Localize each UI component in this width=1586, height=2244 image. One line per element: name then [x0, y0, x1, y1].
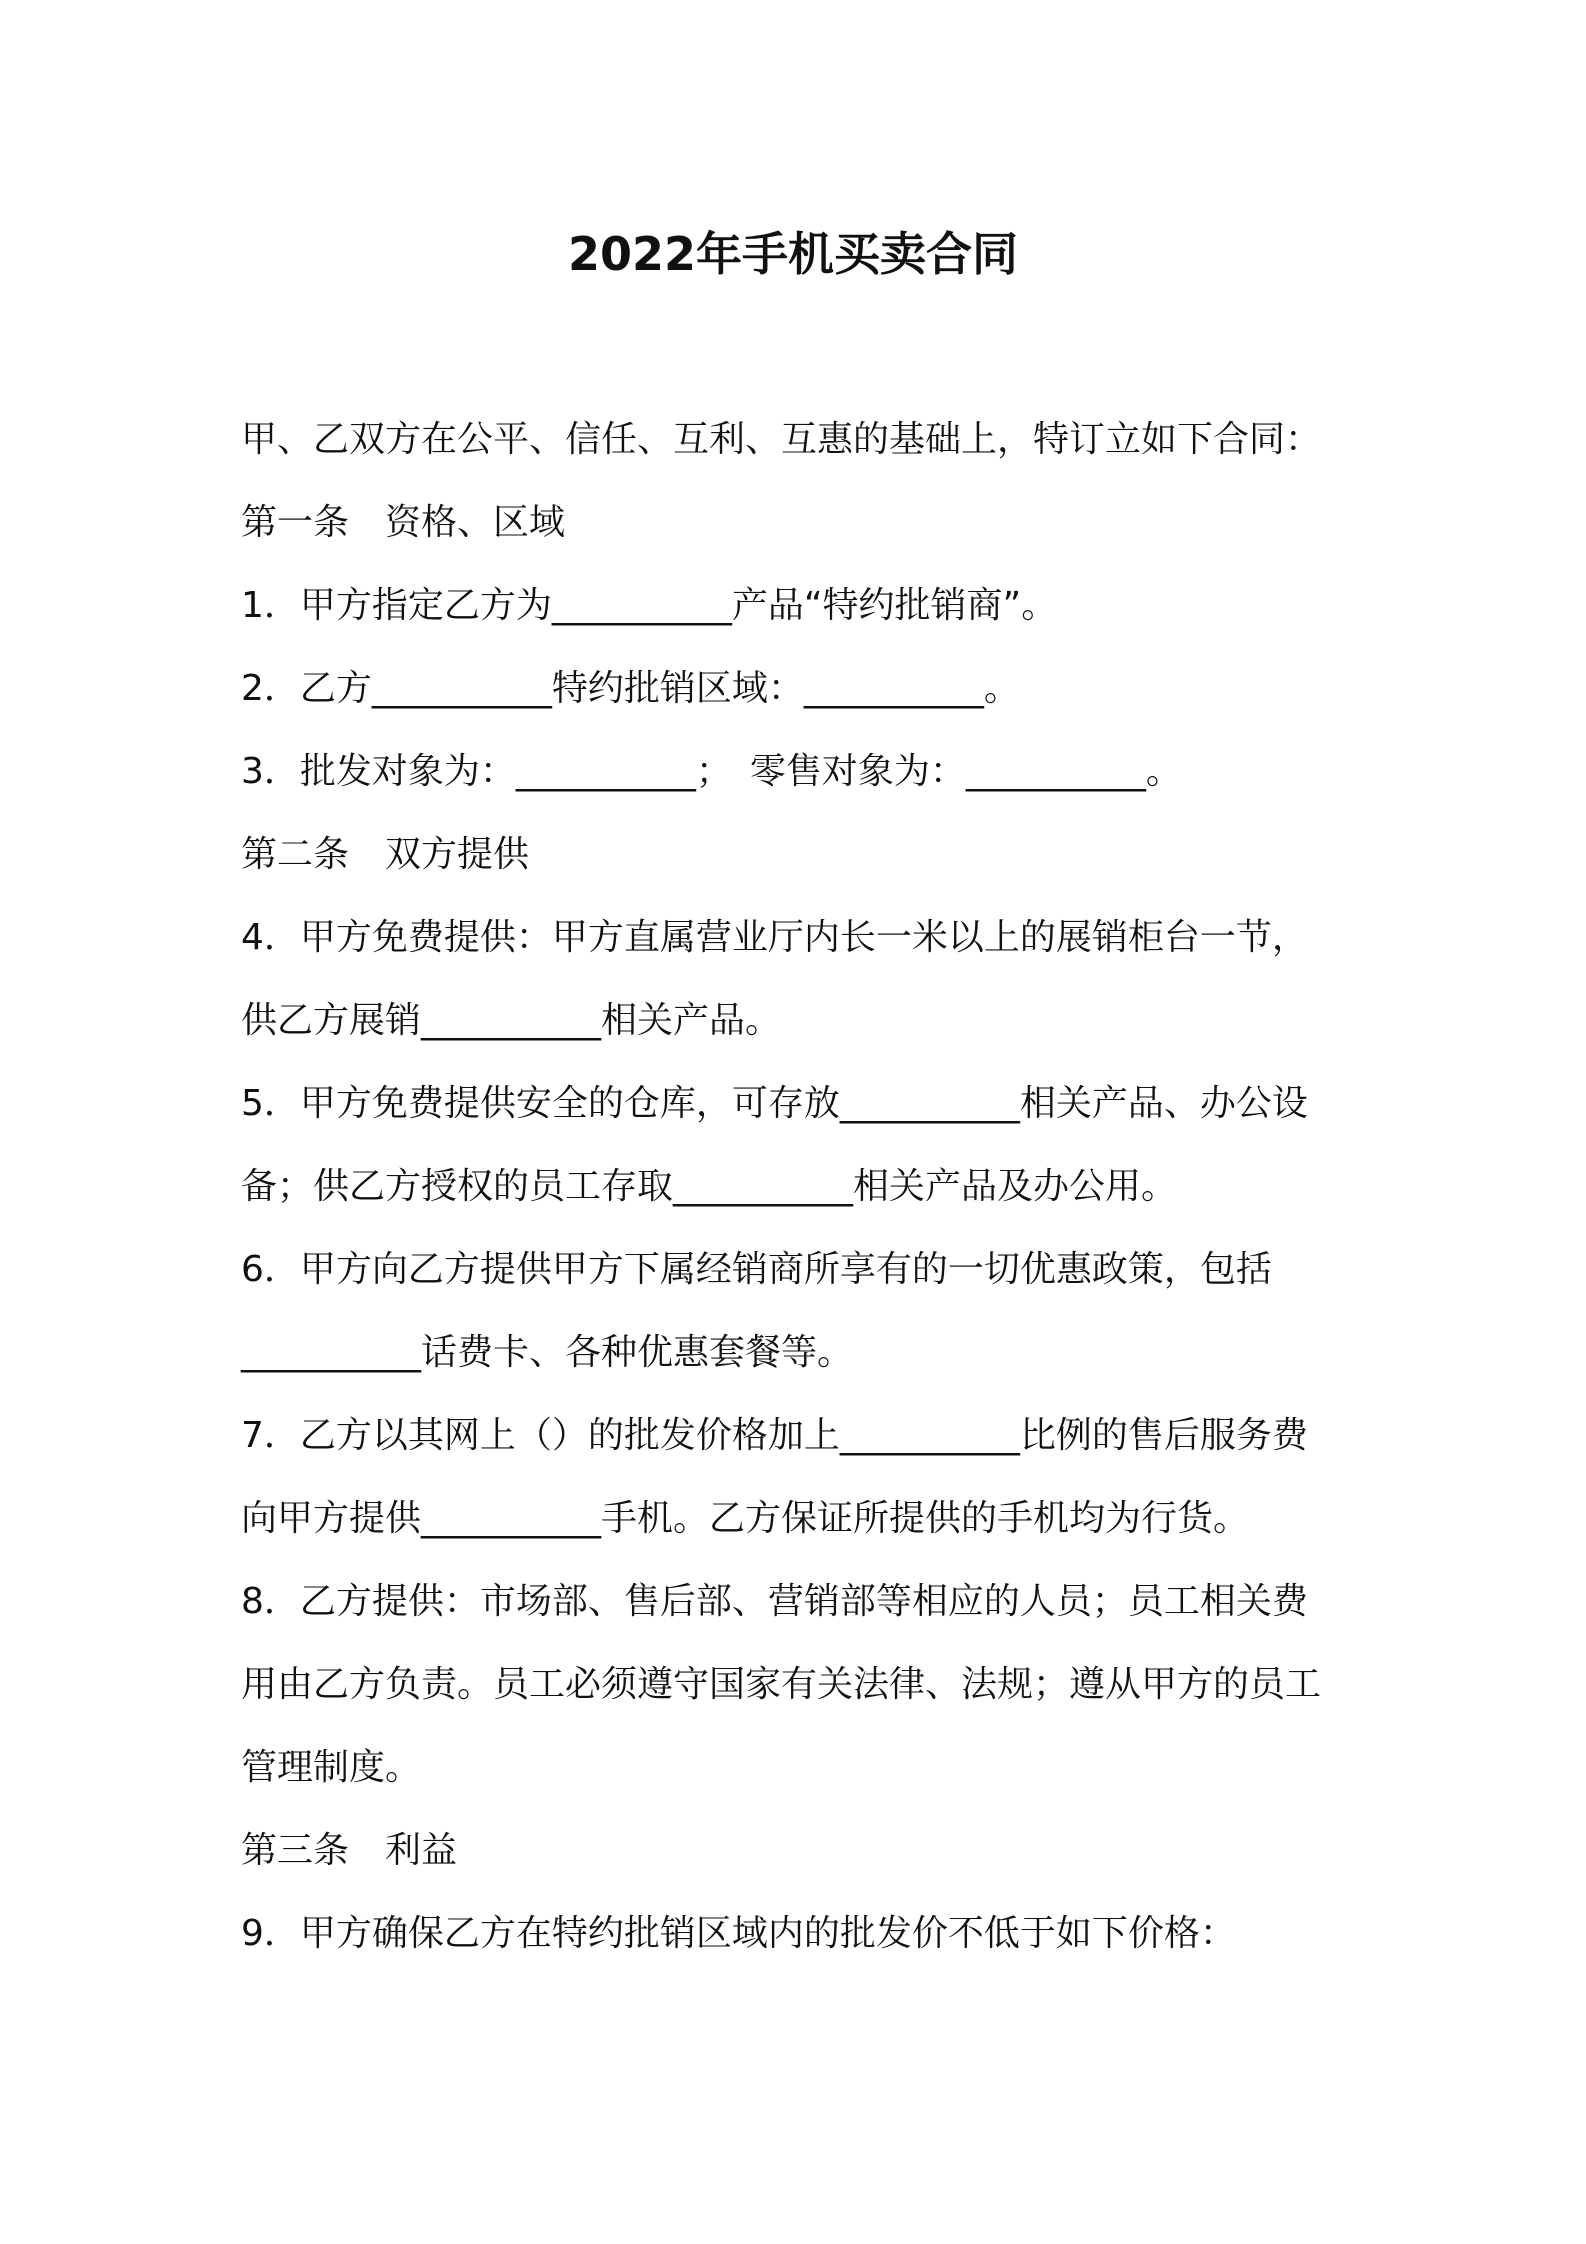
clause-3: 3．批发对象为：__________； 零售对象为：__________。 — [241, 751, 1182, 792]
document-body — [241, 398, 1361, 1975]
clause-1: 1．甲方指定乙方为__________产品“特约批销商”。 — [241, 585, 1058, 626]
clause-8-line-3: 管理制度。 — [241, 1747, 422, 1788]
clause-4-line-2: 供乙方展销__________相关产品。 — [241, 1000, 782, 1041]
clause-8-line-2: 用由乙方负责。员工必须遵守国家有关法律、法规；遵从甲方的员工 — [241, 1664, 1322, 1705]
article-2-heading: 第二条 双方提供 — [241, 834, 530, 875]
intro-paragraph: 甲、乙双方在公平、信任、互利、互惠的基础上，特订立如下合同： — [241, 419, 1322, 460]
clause-6-line-1: 6．甲方向乙方提供甲方下属经销商所享有的一切优惠政策，包括 — [241, 1249, 1272, 1290]
clause-6-line-2: __________话费卡、各种优惠套餐等。 — [241, 1332, 854, 1373]
clause-9: 9．甲方确保乙方在特约批销区域内的批发价不低于如下价格： — [241, 1913, 1236, 1954]
clause-8-line-1: 8．乙方提供：市场部、售后部、营销部等相应的人员；员工相关费 — [241, 1581, 1308, 1622]
clause-7-line-1: 7．乙方以其网上（）的批发价格加上__________比例的售后服务费 — [241, 1415, 1308, 1456]
article-3-heading: 第三条 利益 — [241, 1830, 458, 1871]
clause-5-line-2: 备；供乙方授权的员工存取__________相关产品及办公用。 — [241, 1166, 1178, 1207]
clause-7-line-2: 向甲方提供__________手机。乙方保证所提供的手机均为行货。 — [241, 1498, 1250, 1539]
article-1-heading: 第一条 资格、区域 — [241, 502, 566, 543]
clause-4-line-1: 4．甲方免费提供：甲方直属营业厅内长一米以上的展销柜台一节， — [241, 917, 1308, 958]
clause-2: 2．乙方__________特约批销区域：__________。 — [241, 668, 1020, 709]
clause-5-line-1: 5．甲方免费提供安全的仓库，可存放__________相关产品、办公设 — [241, 1083, 1308, 1124]
document-title: 2022年手机买卖合同 — [567, 227, 1019, 281]
